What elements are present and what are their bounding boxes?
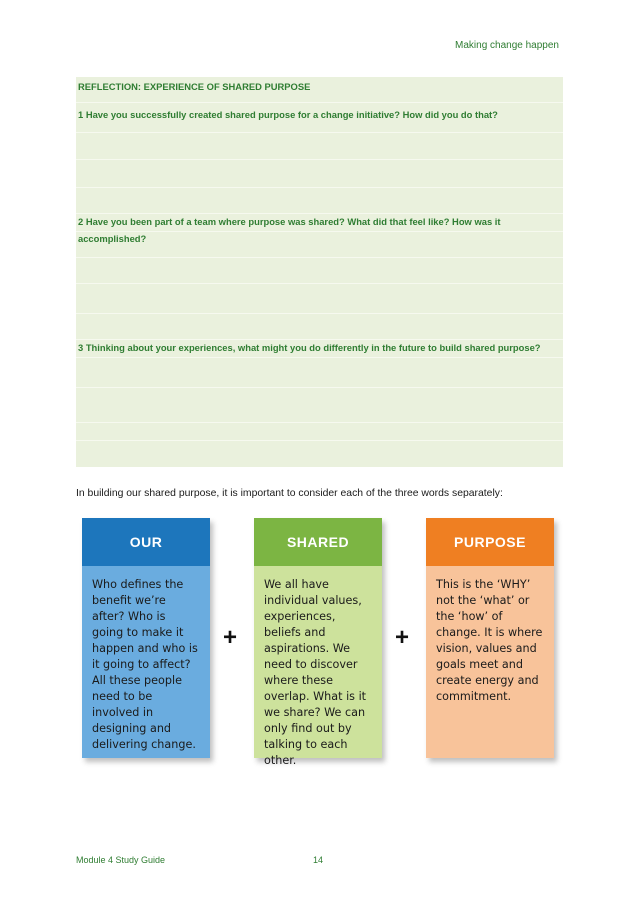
shared-description: We all have individual values, experiences, beliefs and aspirations. We need to discover where these overlap. What is it we share? We can only find out by talking to each other. bbox=[264, 578, 367, 767]
question-2: 2 Have you been part of a team where purpose was shared? What did that feel like? How was it accomplished? bbox=[78, 216, 501, 244]
divider bbox=[76, 257, 563, 258]
shared-heading: SHARED bbox=[254, 518, 382, 566]
question-3: 3 Thinking about your experiences, what might you do differently in the future to build shared purpose? bbox=[78, 342, 541, 353]
divider bbox=[76, 440, 563, 441]
divider bbox=[76, 313, 563, 314]
our-box bbox=[82, 518, 210, 758]
our-shared-purpose-diagram bbox=[82, 518, 556, 767]
divider bbox=[76, 187, 563, 188]
divider bbox=[76, 422, 563, 423]
page-number: 14 bbox=[313, 855, 324, 865]
plus-icon: + bbox=[395, 624, 410, 651]
divider bbox=[76, 283, 563, 284]
divider bbox=[76, 159, 563, 160]
reflection-title: REFLECTION: EXPERIENCE OF SHARED PURPOSE bbox=[78, 81, 311, 92]
divider bbox=[76, 132, 563, 133]
running-header: Making change happen bbox=[455, 40, 559, 51]
reflection-panel bbox=[76, 77, 563, 467]
question-1: 1 Have you successfully created shared purpose for a change initiative? How did you do that? bbox=[78, 109, 498, 120]
divider bbox=[76, 102, 563, 103]
intro-text: In building our shared purpose, it is important to consider each of the three words separately: bbox=[76, 488, 503, 499]
footer-guide-name: Module 4 Study Guide bbox=[76, 855, 166, 865]
plus-icon: + bbox=[223, 624, 238, 651]
divider bbox=[76, 387, 563, 388]
shared-box bbox=[254, 518, 382, 767]
our-heading: OUR bbox=[82, 518, 210, 566]
our-description: Who defines the benefit we’re after? Who is going to make it happen and who is it going to affect? All these people need to be involved in designing and delivering change. bbox=[92, 578, 198, 751]
divider bbox=[76, 357, 563, 358]
purpose-description: This is the ‘WHY’ not the ‘what’ or the ‘how’ of change. It is where vision, values and goals meet and create energy and commitment. bbox=[436, 578, 543, 703]
purpose-box bbox=[426, 518, 554, 758]
purpose-heading: PURPOSE bbox=[426, 518, 554, 566]
